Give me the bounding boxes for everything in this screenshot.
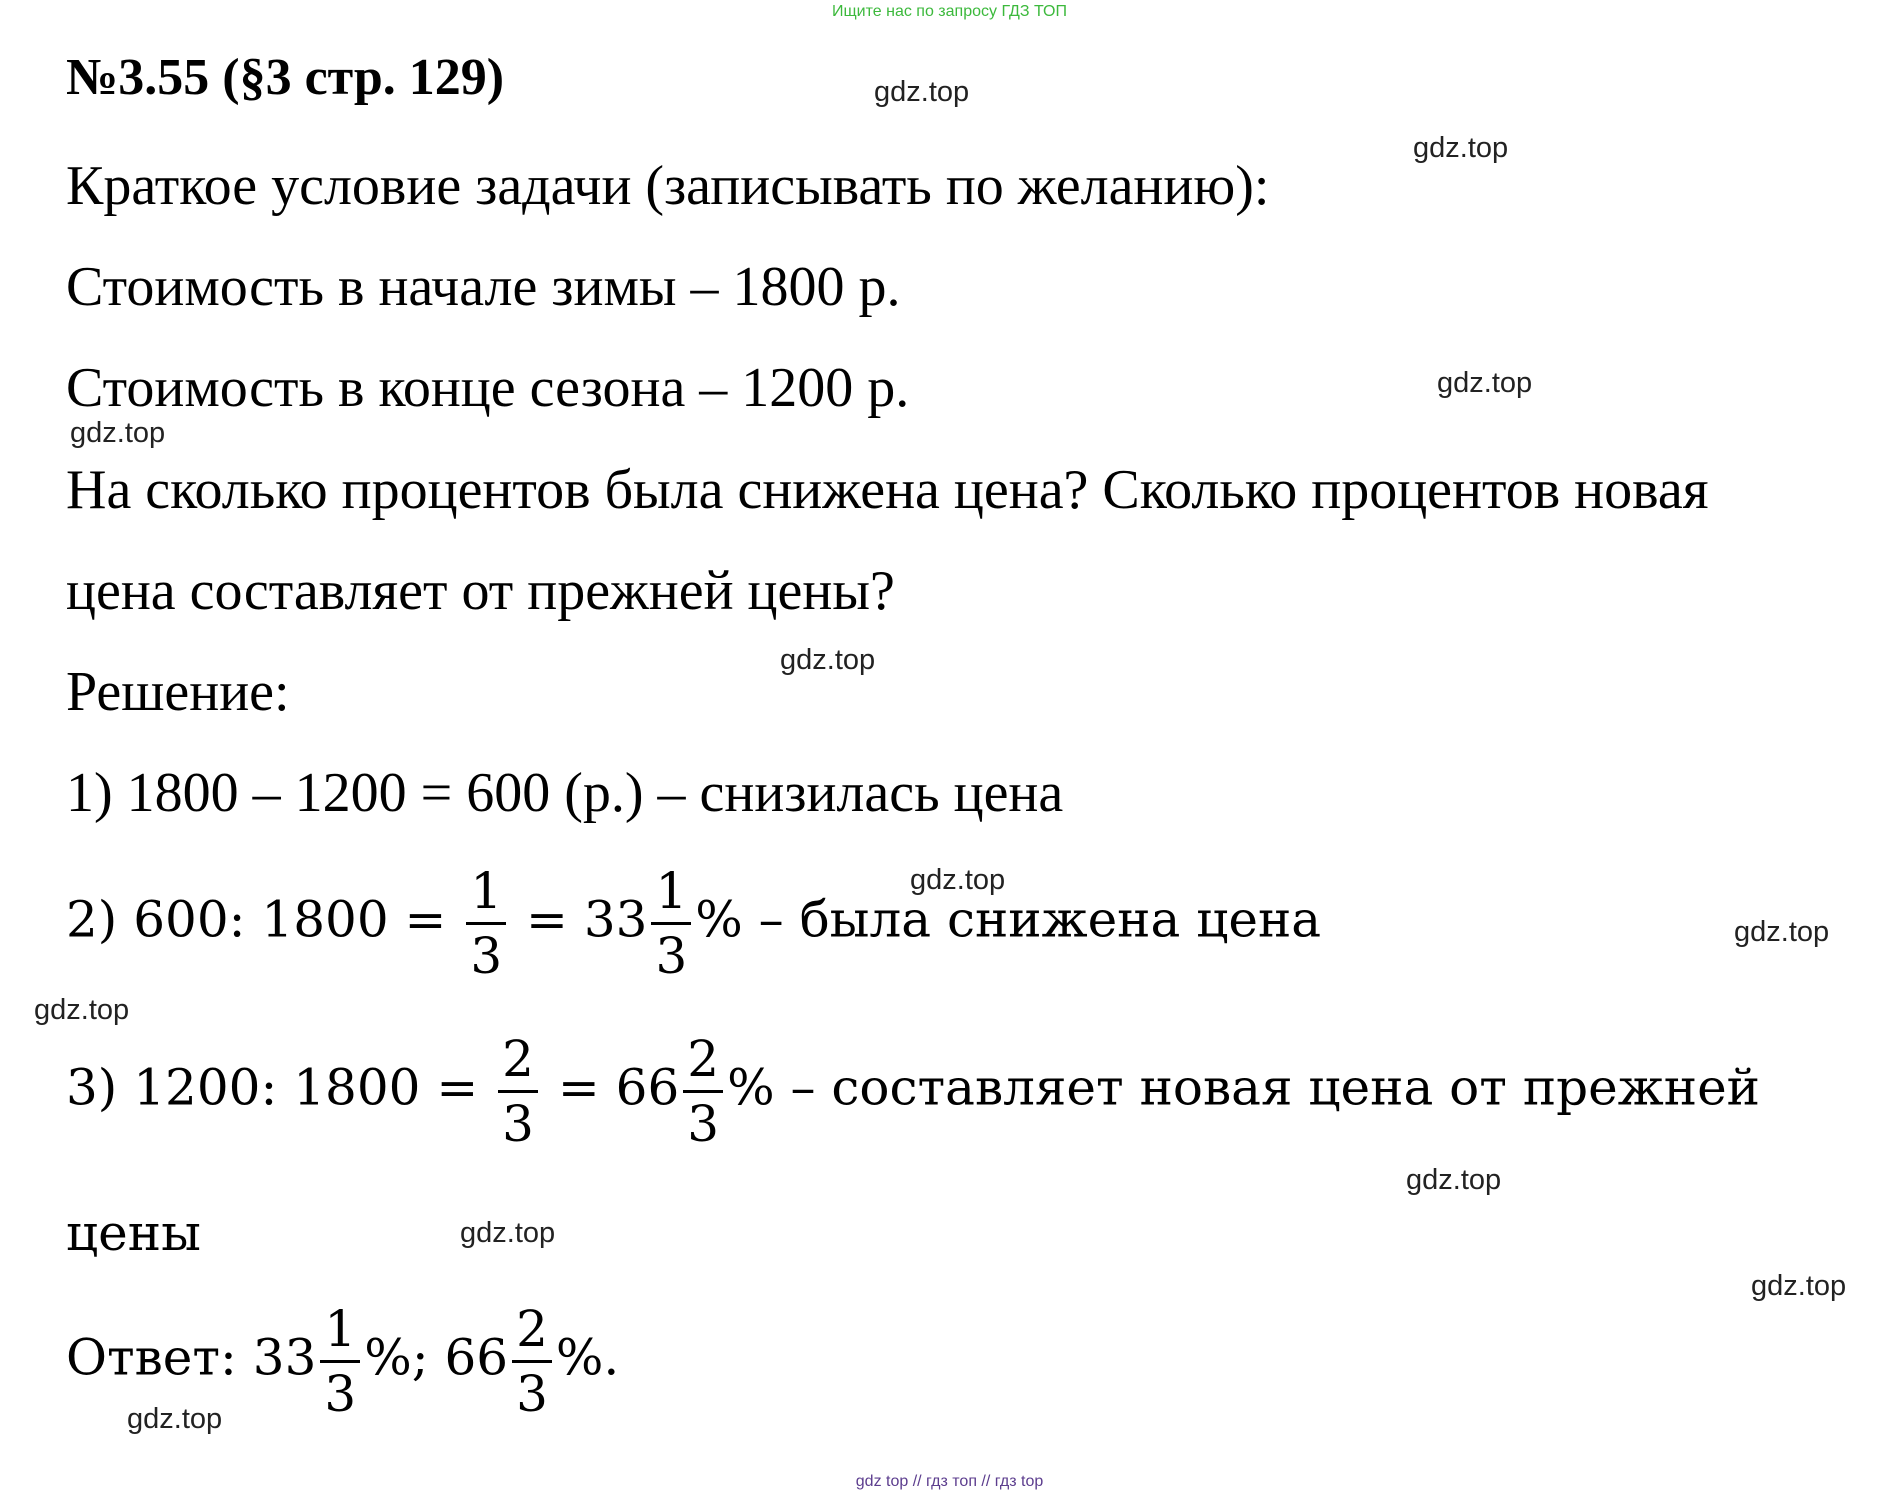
step2-suffix: % – была снижена цена bbox=[695, 890, 1322, 949]
solution-step-1: 1) 1800 – 1200 = 600 (р.) – снизилась цена bbox=[66, 762, 1064, 824]
step2-equals: = 33 bbox=[526, 890, 648, 949]
watermark: gdz.top bbox=[780, 644, 876, 676]
condition-line-2: Стоимость в конце сезона – 1200 р. bbox=[66, 357, 910, 419]
answer-line bbox=[66, 1300, 620, 1423]
answer-mid: %; 66 bbox=[364, 1328, 509, 1387]
watermark: gdz.top bbox=[874, 76, 970, 108]
condition-heading: Краткое условие задачи (записывать по желанию): bbox=[66, 155, 1270, 217]
step2-fraction-1 bbox=[466, 862, 506, 985]
fraction-bar bbox=[498, 1090, 538, 1093]
fraction-bar bbox=[512, 1360, 552, 1363]
step3-equals: = 66 bbox=[557, 1058, 680, 1117]
watermark: gdz.top bbox=[1413, 132, 1509, 164]
solution-heading: Решение: bbox=[66, 661, 290, 723]
fraction-bar bbox=[651, 922, 691, 925]
watermark: gdz.top bbox=[460, 1217, 556, 1249]
watermark: gdz.top bbox=[910, 864, 1006, 896]
step3-suffix: % – составляет новая цена от прежней bbox=[727, 1058, 1760, 1117]
watermark: gdz.top bbox=[1751, 1270, 1847, 1302]
watermark: gdz.top bbox=[1406, 1164, 1502, 1196]
answer-label: Ответ: 33 bbox=[66, 1328, 317, 1387]
answer-frac2-denominator: 3 bbox=[516, 1365, 548, 1423]
answer-end: %. bbox=[555, 1328, 620, 1387]
fraction-bar bbox=[466, 922, 506, 925]
footer-links[interactable]: gdz top // гдз топ // гдз top bbox=[855, 1473, 1044, 1490]
fraction-bar bbox=[683, 1090, 723, 1093]
question-line-1: На сколько процентов была снижена цена? Сколько процентов новая bbox=[66, 459, 1709, 521]
solution-step-2 bbox=[66, 862, 1322, 985]
watermark: gdz.top bbox=[34, 994, 130, 1026]
answer-frac2-numerator: 2 bbox=[516, 1300, 548, 1358]
step2-prefix: 2) 600: 1800 = bbox=[66, 890, 447, 949]
page-title: №3.55 (§3 стр. 129) bbox=[66, 49, 505, 106]
top-banner[interactable]: Ищите нас по запросу ГДЗ ТОП bbox=[832, 3, 1067, 20]
step3-frac1-numerator: 2 bbox=[502, 1030, 534, 1088]
step2-frac2-numerator: 1 bbox=[655, 862, 688, 920]
question-line-2: цена составляет от прежней цены? bbox=[66, 560, 895, 622]
watermark: gdz.top bbox=[127, 1403, 223, 1435]
step2-frac1-denominator: 3 bbox=[470, 927, 503, 985]
solution-step-3 bbox=[66, 1030, 1760, 1153]
watermark: gdz.top bbox=[1734, 916, 1830, 948]
answer-frac1-numerator: 1 bbox=[324, 1300, 357, 1358]
step2-fraction-2 bbox=[651, 862, 691, 985]
watermark: gdz.top bbox=[70, 417, 166, 449]
solution-step-3-continuation: цены bbox=[66, 1204, 201, 1262]
step3-frac2-denominator: 3 bbox=[687, 1095, 720, 1153]
fraction-bar bbox=[320, 1360, 360, 1363]
step3-frac2-numerator: 2 bbox=[687, 1030, 720, 1088]
answer-frac1-denominator: 3 bbox=[324, 1365, 357, 1423]
step3-frac1-denominator: 3 bbox=[502, 1095, 534, 1153]
step3-fraction-1 bbox=[498, 1030, 538, 1153]
condition-line-1: Стоимость в начале зимы – 1800 р. bbox=[66, 256, 901, 318]
answer-fraction-2 bbox=[512, 1300, 552, 1423]
step3-prefix: 3) 1200: 1800 = bbox=[66, 1058, 479, 1117]
watermark: gdz.top bbox=[1437, 367, 1533, 399]
step3-fraction-2 bbox=[683, 1030, 723, 1153]
step2-frac2-denominator: 3 bbox=[655, 927, 688, 985]
step2-frac1-numerator: 1 bbox=[470, 862, 503, 920]
answer-fraction-1 bbox=[320, 1300, 360, 1423]
